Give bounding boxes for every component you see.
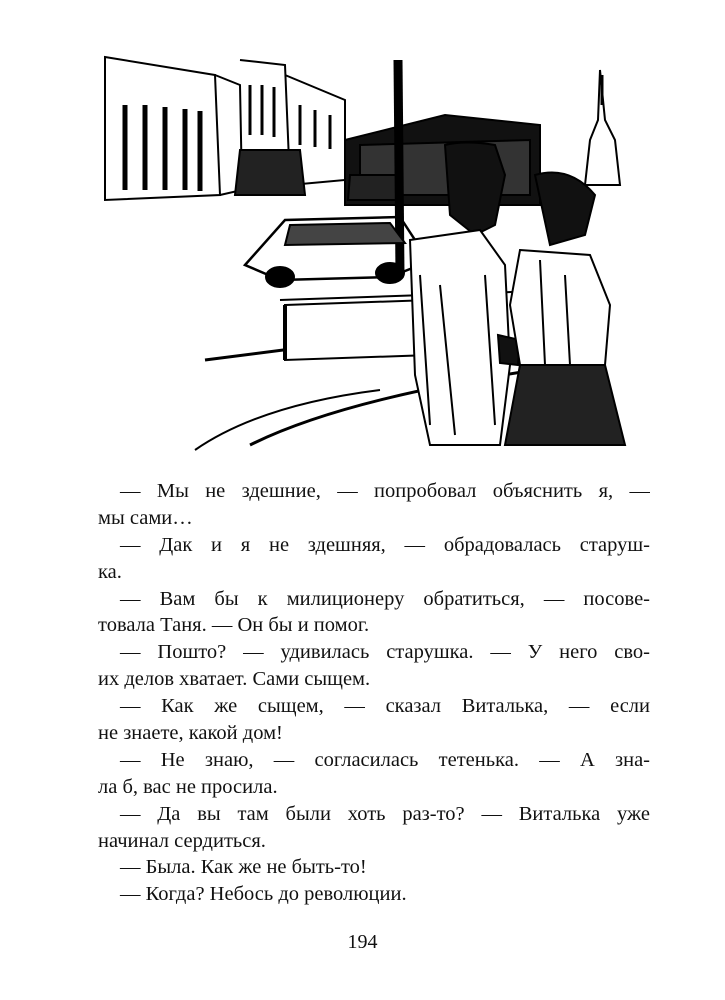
text-line: — Пошто? — удивилась старушка. — У него сво-: [120, 641, 650, 664]
text-line: — Дак и я не здешняя, — обрадовалась старуш-: [120, 533, 650, 556]
text-line: — Мы не здешние, — попробовал объяснить я, —: [120, 480, 650, 502]
text-line: — Вам бы к милиционеру обратиться, — посове-: [120, 587, 650, 610]
page-number: 194: [347, 931, 378, 953]
text-line: начинал сердиться.: [98, 829, 266, 852]
text-line: не знаете, какой дом!: [98, 722, 283, 745]
text-line: товала Таня. — Он бы и помог.: [98, 614, 370, 637]
text-line: — Как же сыщем, — сказал Виталька, — если: [120, 695, 650, 718]
text-line: ла б, вас не просила.: [98, 775, 278, 798]
text-line: — Да вы там были хоть раз-то? — Виталька уже: [120, 802, 650, 825]
story-text: [98, 478, 650, 908]
text-line: мы сами…: [98, 506, 193, 529]
text-line: — Когда? Небось до революции.: [120, 883, 407, 906]
text-line: их делов хватает. Сами сыщем.: [98, 668, 371, 691]
text-line: — Была. Как же не быть-то!: [120, 856, 367, 879]
text-line: — Не знаю, — согласилась тетенька. — А зна-: [120, 748, 650, 771]
street-scene-illustration: [100, 45, 645, 455]
text-line: ка.: [98, 560, 122, 583]
